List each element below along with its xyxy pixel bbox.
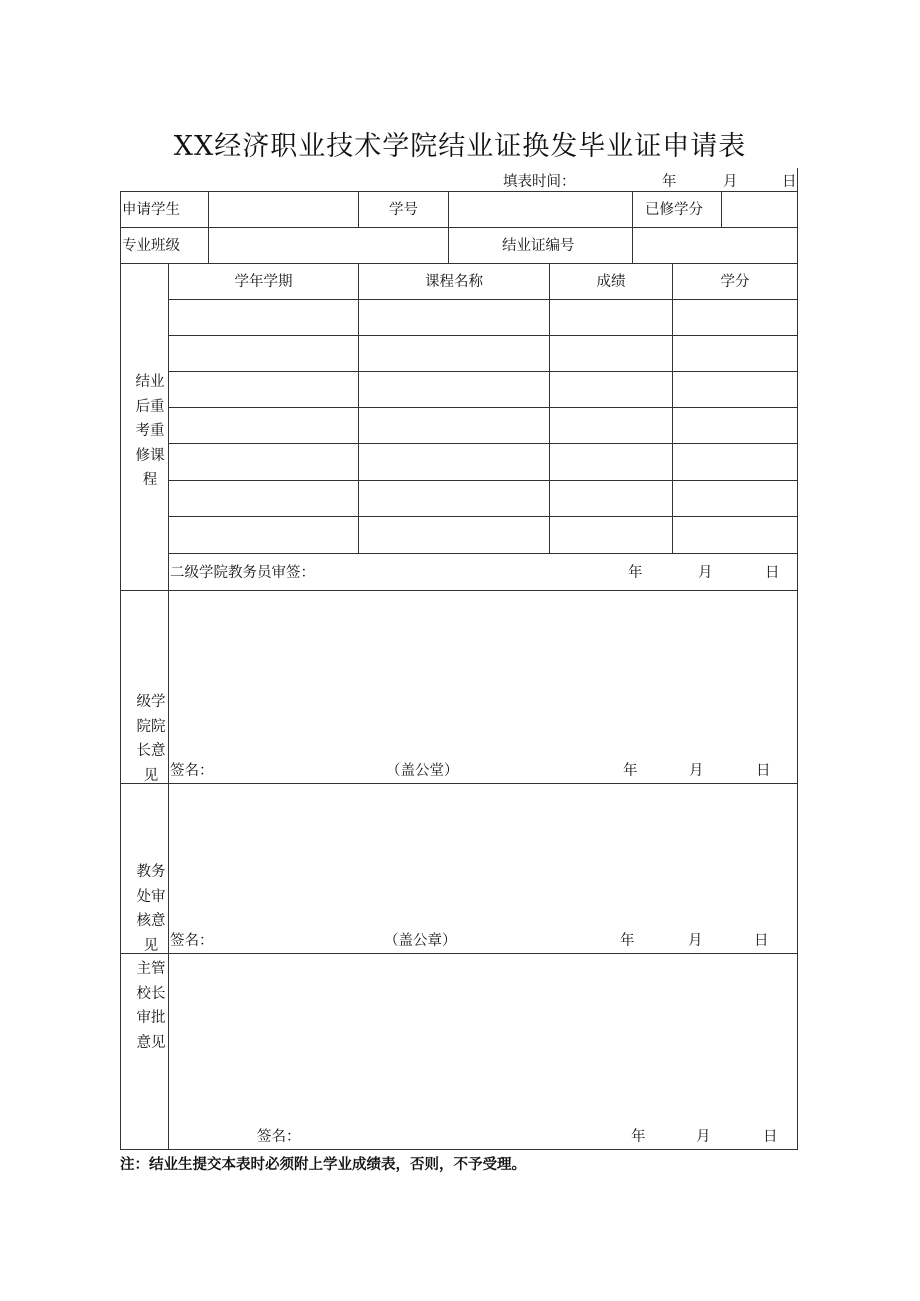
footnote: 注：结业生提交本表时必须附上学业成绩表，否则，不予受理。 bbox=[120, 1157, 526, 1173]
courses-side-label: 结业后重考重修课程 bbox=[135, 374, 165, 488]
academic-seal-text: （盖公章） bbox=[384, 933, 457, 949]
certificate-number-field[interactable] bbox=[633, 228, 797, 263]
fill-time-year: 年 bbox=[662, 174, 677, 190]
academic-sign-label: 签名： bbox=[170, 933, 214, 949]
credits-earned-label: 已修学分 bbox=[645, 202, 703, 218]
college-month: 月 bbox=[689, 763, 704, 779]
clerk-signoff-day: 日 bbox=[765, 565, 780, 581]
credits-earned-field[interactable] bbox=[722, 192, 797, 227]
clerk-signoff-label: 二级学院教务员审签： bbox=[170, 565, 315, 581]
fill-time-day: 日 bbox=[782, 174, 797, 190]
college-opinion-field[interactable] bbox=[169, 591, 797, 751]
form-title: XX经济职业技术学院结业证换发毕业证申请表 bbox=[173, 131, 747, 162]
clerk-signoff-month: 月 bbox=[698, 565, 713, 581]
class-label: 专业班级 bbox=[122, 238, 180, 254]
principal-sign-label: 签名： bbox=[257, 1129, 301, 1145]
principal-day: 日 bbox=[763, 1129, 778, 1145]
applicant-label: 申请学生 bbox=[122, 202, 180, 218]
college-day: 日 bbox=[756, 763, 771, 779]
academic-opinion-side-label: 教务处审核意见 bbox=[136, 864, 166, 954]
applicant-field[interactable] bbox=[209, 192, 358, 227]
class-field[interactable] bbox=[209, 228, 448, 263]
college-sign-label: 签名： bbox=[170, 763, 214, 779]
header-course-name: 课程名称 bbox=[425, 274, 483, 290]
principal-opinion-side-label: 主管校长审批意见 bbox=[136, 961, 166, 1051]
header-term: 学年学期 bbox=[234, 274, 293, 290]
principal-opinion-field[interactable] bbox=[169, 954, 797, 1119]
header-credit: 学分 bbox=[720, 274, 750, 290]
academic-opinion-field[interactable] bbox=[169, 784, 797, 924]
fill-time-label: 填表时间： bbox=[503, 174, 576, 190]
college-opinion-side-label: 级学院院长意见 bbox=[136, 694, 166, 784]
academic-year: 年 bbox=[620, 933, 635, 949]
student-id-field[interactable] bbox=[449, 192, 632, 227]
header-score: 成绩 bbox=[596, 274, 626, 290]
principal-month: 月 bbox=[696, 1129, 711, 1145]
college-seal-text: （盖公堂） bbox=[386, 763, 459, 779]
principal-year: 年 bbox=[631, 1129, 646, 1145]
college-year: 年 bbox=[623, 763, 638, 779]
academic-day: 日 bbox=[754, 933, 769, 949]
fill-time-month: 月 bbox=[723, 174, 738, 190]
academic-month: 月 bbox=[688, 933, 703, 949]
certificate-number-label: 结业证编号 bbox=[502, 238, 575, 254]
student-id-label: 学号 bbox=[389, 202, 418, 218]
clerk-signoff-year: 年 bbox=[628, 565, 643, 581]
